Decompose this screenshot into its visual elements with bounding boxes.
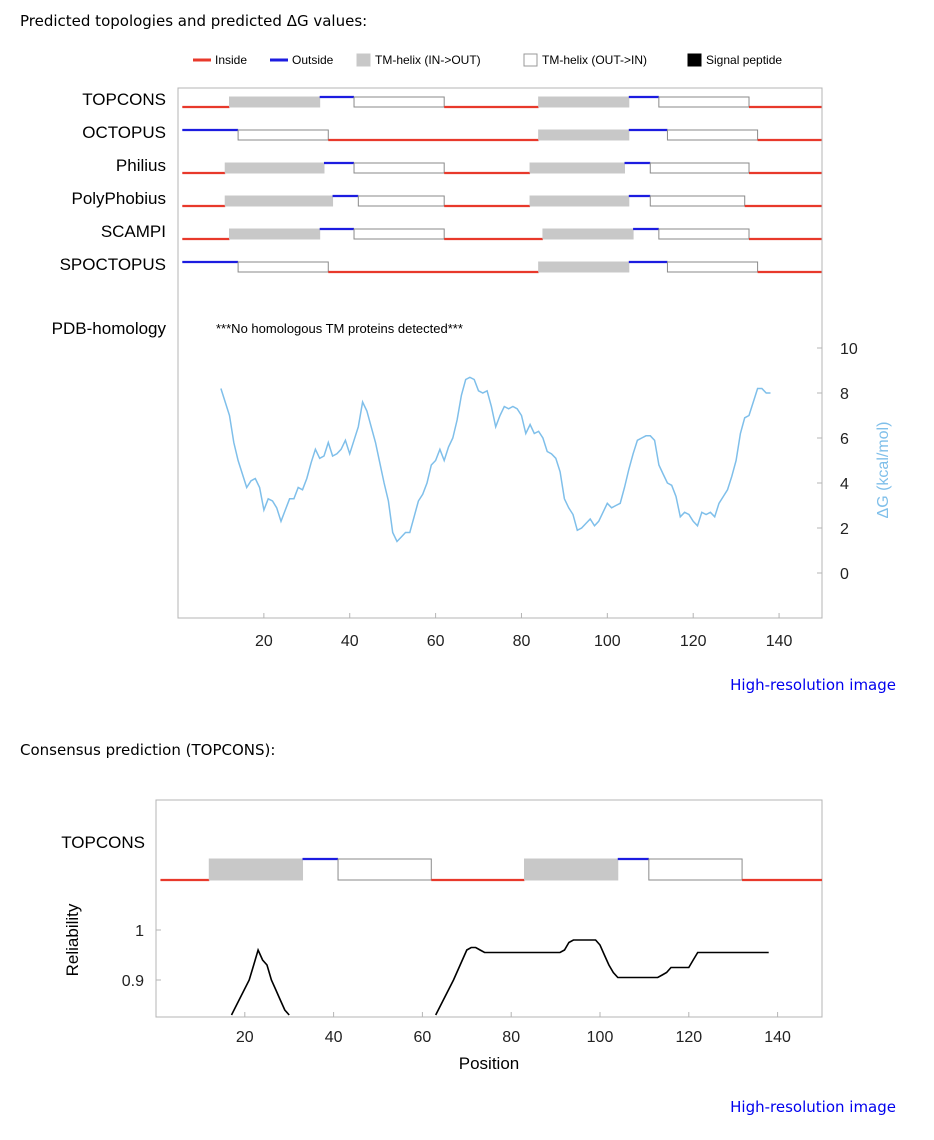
legend-label-signal: Signal peptide <box>706 53 783 67</box>
x-tick-label: 100 <box>593 633 621 650</box>
x-tick-label: 80 <box>512 633 531 650</box>
consensus-tm-out-in <box>338 859 431 880</box>
dg-tick-label: 8 <box>840 386 849 403</box>
legend-label-outside: Outside <box>292 53 334 67</box>
x-tick-label: 140 <box>765 633 793 650</box>
y-axis-label-reliability: Reliability <box>63 903 82 977</box>
dg-tick-label: 4 <box>840 476 849 493</box>
consensus-tm-out-in <box>649 859 742 880</box>
reliability-line-1 <box>232 950 290 1015</box>
high-resolution-image-link-1[interactable]: High-resolution image <box>730 676 896 694</box>
legend-label-tm_in_out: TM-helix (IN->OUT) <box>375 53 481 67</box>
plot-frame-consensus <box>156 800 822 1017</box>
dg-tick-label: 6 <box>840 431 849 448</box>
reliability-axis-ticks <box>122 923 161 990</box>
track-label-scampi: SCAMPI <box>100 222 166 241</box>
legend-label-inside: Inside <box>215 53 248 67</box>
track-label-topcons: TOPCONS <box>82 90 166 109</box>
high-resolution-image-link-2[interactable]: High-resolution image <box>730 1098 896 1116</box>
dg-axis-label: ΔG (kcal/mol) <box>875 421 892 519</box>
x-tick-label: 120 <box>675 1029 703 1046</box>
dg-tick-label: 2 <box>840 521 849 538</box>
track-label-polyphobius: PolyPhobius <box>71 189 166 208</box>
x-tick-label: 80 <box>502 1029 521 1046</box>
x-tick-label: 120 <box>679 633 707 650</box>
x-axis-label-position: Position <box>458 1054 520 1073</box>
x-tick-label: 20 <box>254 633 273 650</box>
section-heading-consensus: Consensus prediction (TOPCONS): <box>20 741 276 759</box>
track-label-philius: Philius <box>115 156 166 175</box>
dg-tick-label: 10 <box>840 341 858 358</box>
y-tick-label: 1 <box>135 923 144 940</box>
track-label-spoctopus: SPOCTOPUS <box>59 255 166 274</box>
section-heading-topologies: Predicted topologies and predicted ΔG values: <box>20 12 368 30</box>
consensus-track <box>160 859 822 880</box>
y-tick-label: 0.9 <box>121 973 144 990</box>
dg-tick-label: 0 <box>840 566 849 583</box>
track-label-octopus: OCTOPUS <box>82 123 166 142</box>
track-label-topcons-consensus: TOPCONS <box>61 833 145 852</box>
no-homology-note: ***No homologous TM proteins detected*** <box>216 321 463 336</box>
x-tick-label: 60 <box>426 633 445 650</box>
x-tick-label: 40 <box>340 633 359 650</box>
consensus-tm-in-out <box>209 859 302 880</box>
reliability-series <box>232 940 769 1015</box>
x-tick-label: 140 <box>764 1029 791 1046</box>
x-tick-label: 20 <box>235 1029 254 1046</box>
pdb-homology-label: PDB-homology <box>51 319 166 338</box>
consensus-tm-in-out <box>525 859 618 880</box>
x-tick-label: 40 <box>324 1029 343 1046</box>
x-tick-label: 100 <box>586 1029 614 1046</box>
reliability-line-2 <box>436 940 769 1015</box>
x-tick-label: 60 <box>413 1029 432 1046</box>
legend-label-tm_out_in: TM-helix (OUT->IN) <box>542 53 647 67</box>
